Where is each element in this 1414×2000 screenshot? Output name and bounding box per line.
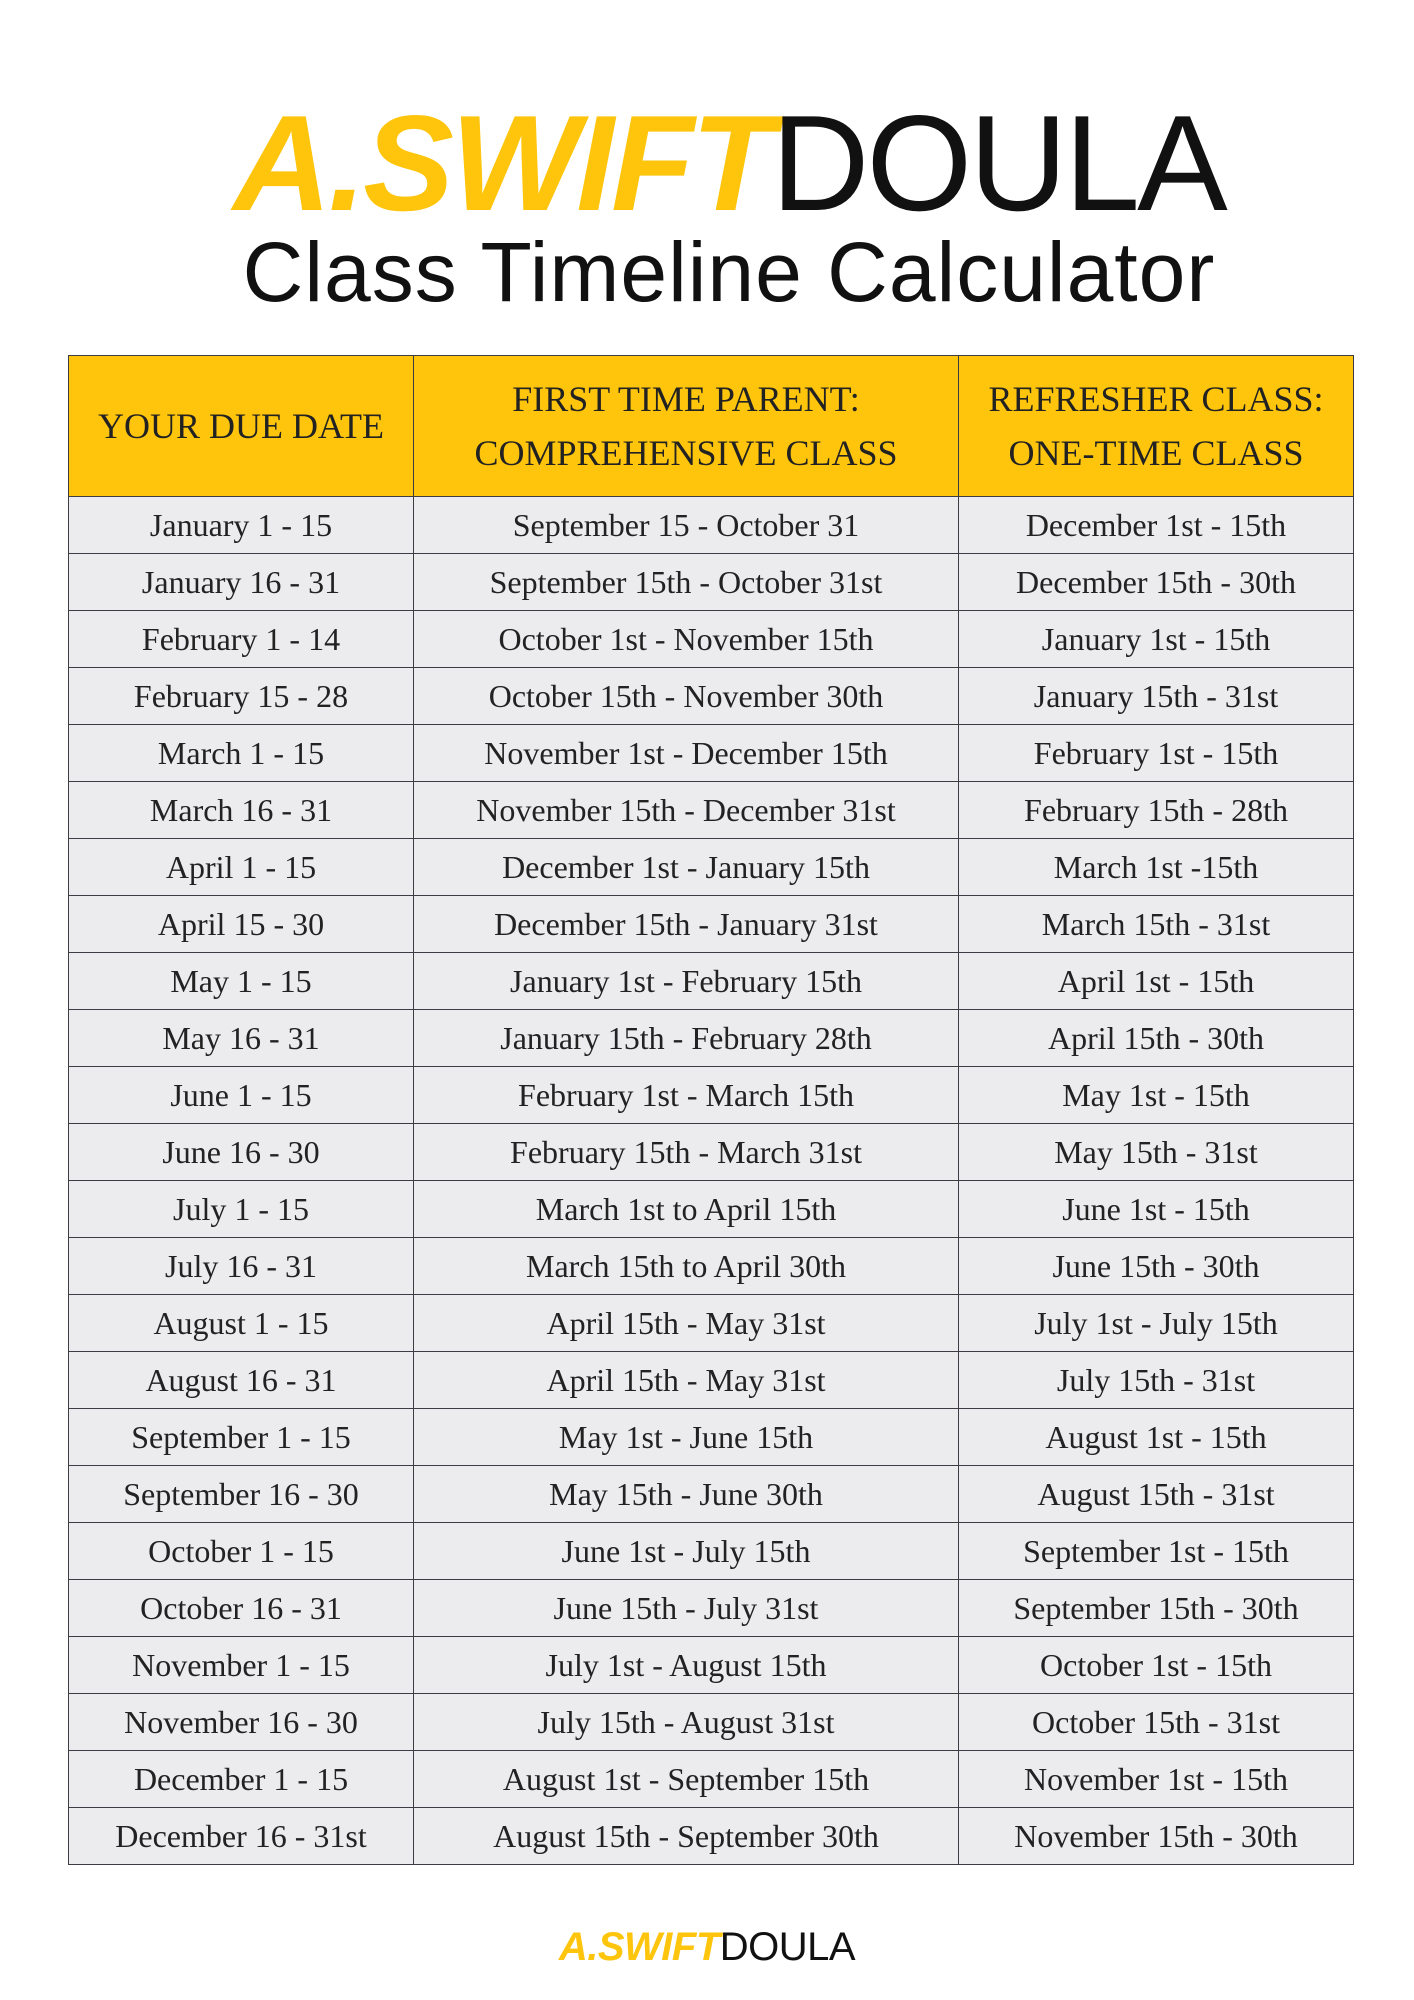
comprehensive-class-cell: March 1st to April 15th: [414, 1181, 959, 1238]
table-row: [69, 1181, 1354, 1238]
refresher-class-cell: July 15th - 31st: [959, 1352, 1354, 1409]
refresher-class-cell: February 15th - 28th: [959, 782, 1354, 839]
refresher-class-cell: March 15th - 31st: [959, 896, 1354, 953]
comprehensive-class-cell: January 15th - February 28th: [414, 1010, 959, 1067]
comprehensive-class-cell: July 15th - August 31st: [414, 1694, 959, 1751]
due-date-cell: April 15 - 30: [69, 896, 414, 953]
table-row: [69, 1295, 1354, 1352]
comprehensive-class-cell: October 15th - November 30th: [414, 668, 959, 725]
refresher-class-cell: May 15th - 31st: [959, 1124, 1354, 1181]
table-row: [69, 611, 1354, 668]
due-date-cell: August 1 - 15: [69, 1295, 414, 1352]
comprehensive-class-cell: September 15th - October 31st: [414, 554, 959, 611]
table-row: [69, 782, 1354, 839]
due-date-cell: October 16 - 31: [69, 1580, 414, 1637]
refresher-class-cell: May 1st - 15th: [959, 1067, 1354, 1124]
comprehensive-class-cell: January 1st - February 15th: [414, 953, 959, 1010]
table-row: [69, 1067, 1354, 1124]
header-due-date-label: YOUR DUE DATE: [98, 406, 384, 446]
refresher-class-cell: September 1st - 15th: [959, 1523, 1354, 1580]
due-date-cell: May 16 - 31: [69, 1010, 414, 1067]
refresher-class-cell: June 15th - 30th: [959, 1238, 1354, 1295]
comprehensive-class-cell: November 1st - December 15th: [414, 725, 959, 782]
due-date-cell: June 1 - 15: [69, 1067, 414, 1124]
comprehensive-class-cell: December 1st - January 15th: [414, 839, 959, 896]
refresher-class-cell: November 1st - 15th: [959, 1751, 1354, 1808]
due-date-cell: February 15 - 28: [69, 668, 414, 725]
refresher-class-cell: December 1st - 15th: [959, 497, 1354, 554]
comprehensive-class-cell: February 15th - March 31st: [414, 1124, 959, 1181]
refresher-class-cell: December 15th - 30th: [959, 554, 1354, 611]
table-row: [69, 1808, 1354, 1865]
table-header-row: [69, 356, 1354, 497]
timeline-table-container: [68, 355, 1353, 1865]
table-row: [69, 1352, 1354, 1409]
logo-doula-text: DOULA: [771, 87, 1225, 239]
comprehensive-class-cell: February 1st - March 15th: [414, 1067, 959, 1124]
due-date-cell: January 1 - 15: [69, 497, 414, 554]
table-row: [69, 953, 1354, 1010]
refresher-class-cell: June 1st - 15th: [959, 1181, 1354, 1238]
comprehensive-class-cell: October 1st - November 15th: [414, 611, 959, 668]
due-date-cell: July 16 - 31: [69, 1238, 414, 1295]
footer-logo-doula-text: DOULA: [719, 1925, 856, 1969]
due-date-cell: July 1 - 15: [69, 1181, 414, 1238]
header-comprehensive-line1: FIRST TIME PARENT:: [512, 379, 860, 419]
table-row: [69, 1124, 1354, 1181]
due-date-cell: March 1 - 15: [69, 725, 414, 782]
table-row: [69, 1238, 1354, 1295]
header-comprehensive-line2: COMPREHENSIVE CLASS: [474, 433, 898, 473]
table-row: [69, 1637, 1354, 1694]
footer-logo: [0, 1922, 1414, 1972]
table-row: [69, 668, 1354, 725]
table-row: [69, 1694, 1354, 1751]
due-date-cell: January 16 - 31: [69, 554, 414, 611]
table-row: [69, 1409, 1354, 1466]
refresher-class-cell: October 1st - 15th: [959, 1637, 1354, 1694]
comprehensive-class-cell: August 1st - September 15th: [414, 1751, 959, 1808]
comprehensive-class-cell: June 15th - July 31st: [414, 1580, 959, 1637]
comprehensive-class-cell: May 1st - June 15th: [414, 1409, 959, 1466]
table-row: [69, 1751, 1354, 1808]
due-date-cell: May 1 - 15: [69, 953, 414, 1010]
comprehensive-class-cell: April 15th - May 31st: [414, 1352, 959, 1409]
comprehensive-class-cell: June 1st - July 15th: [414, 1523, 959, 1580]
due-date-cell: September 1 - 15: [69, 1409, 414, 1466]
header-refresher-line1: REFRESHER CLASS:: [988, 379, 1324, 419]
due-date-cell: November 1 - 15: [69, 1637, 414, 1694]
refresher-class-cell: July 1st - July 15th: [959, 1295, 1354, 1352]
due-date-cell: March 16 - 31: [69, 782, 414, 839]
page-title: Class Timeline Calculator: [242, 225, 1216, 319]
comprehensive-class-cell: December 15th - January 31st: [414, 896, 959, 953]
header-refresher-class: [959, 356, 1354, 497]
table-body: [69, 497, 1354, 1865]
table-row: [69, 1523, 1354, 1580]
due-date-cell: April 1 - 15: [69, 839, 414, 896]
header-refresher-line2: ONE-TIME CLASS: [1008, 433, 1304, 473]
table-row: [69, 896, 1354, 953]
comprehensive-class-cell: March 15th to April 30th: [414, 1238, 959, 1295]
comprehensive-class-cell: April 15th - May 31st: [414, 1295, 959, 1352]
header-comprehensive-class: [414, 356, 959, 497]
due-date-cell: December 16 - 31st: [69, 1808, 414, 1865]
table-row: [69, 1580, 1354, 1637]
due-date-cell: November 16 - 30: [69, 1694, 414, 1751]
brand-logo: [22, 87, 1414, 239]
refresher-class-cell: November 15th - 30th: [959, 1808, 1354, 1865]
refresher-class-cell: August 15th - 31st: [959, 1466, 1354, 1523]
table-row: [69, 497, 1354, 554]
table-row: [69, 1466, 1354, 1523]
refresher-class-cell: March 1st -15th: [959, 839, 1354, 896]
header-due-date: [69, 356, 414, 497]
table-row: [69, 1010, 1354, 1067]
comprehensive-class-cell: August 15th - September 30th: [414, 1808, 959, 1865]
refresher-class-cell: April 1st - 15th: [959, 953, 1354, 1010]
table-row: [69, 554, 1354, 611]
refresher-class-cell: August 1st - 15th: [959, 1409, 1354, 1466]
timeline-table: [68, 355, 1354, 1865]
due-date-cell: June 16 - 30: [69, 1124, 414, 1181]
refresher-class-cell: January 15th - 31st: [959, 668, 1354, 725]
comprehensive-class-cell: November 15th - December 31st: [414, 782, 959, 839]
due-date-cell: December 1 - 15: [69, 1751, 414, 1808]
logo-swift-text: A.SWIFT: [233, 87, 772, 239]
comprehensive-class-cell: May 15th - June 30th: [414, 1466, 959, 1523]
footer-logo-swift-text: A.SWIFT: [558, 1925, 720, 1969]
due-date-cell: August 16 - 31: [69, 1352, 414, 1409]
refresher-class-cell: January 1st - 15th: [959, 611, 1354, 668]
due-date-cell: September 16 - 30: [69, 1466, 414, 1523]
refresher-class-cell: September 15th - 30th: [959, 1580, 1354, 1637]
table-row: [69, 725, 1354, 782]
due-date-cell: October 1 - 15: [69, 1523, 414, 1580]
refresher-class-cell: February 1st - 15th: [959, 725, 1354, 782]
due-date-cell: February 1 - 14: [69, 611, 414, 668]
refresher-class-cell: October 15th - 31st: [959, 1694, 1354, 1751]
refresher-class-cell: April 15th - 30th: [959, 1010, 1354, 1067]
comprehensive-class-cell: July 1st - August 15th: [414, 1637, 959, 1694]
table-row: [69, 839, 1354, 896]
comprehensive-class-cell: September 15 - October 31: [414, 497, 959, 554]
